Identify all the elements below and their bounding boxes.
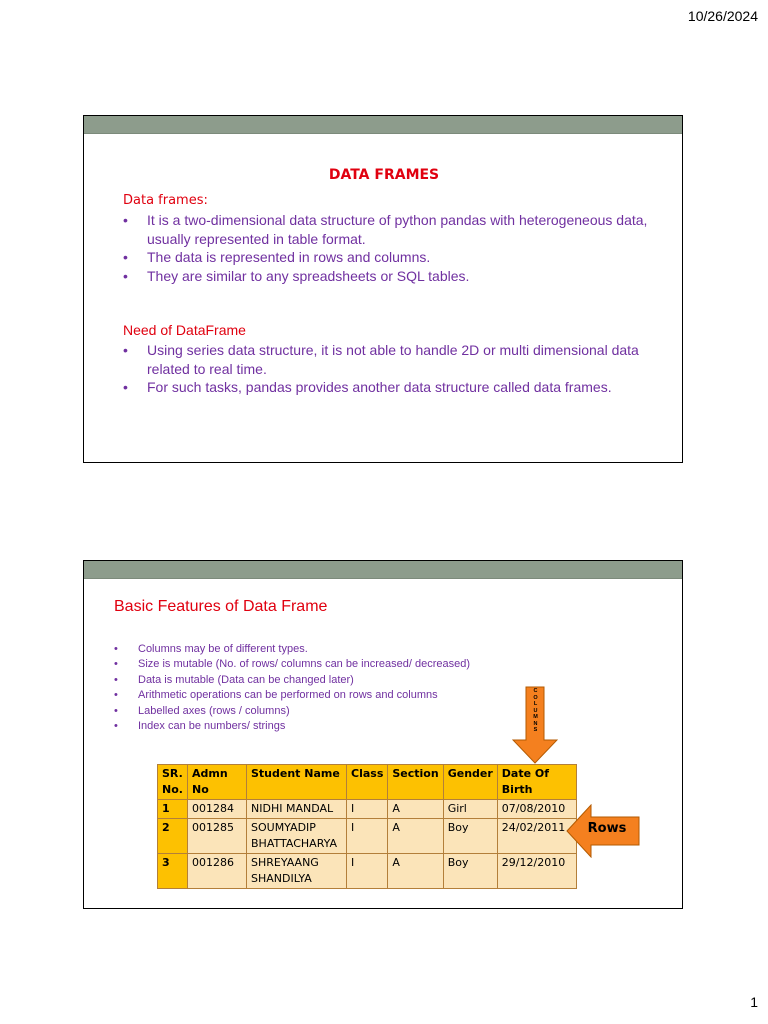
table-row bbox=[158, 819, 577, 854]
table-header-row bbox=[158, 765, 577, 800]
need-bullet-list bbox=[123, 341, 663, 397]
section-heading-data-frames: Data frames: bbox=[123, 193, 208, 208]
table-cell: 001284 bbox=[188, 800, 247, 819]
bullet-item: • It is a two-dimensional data structure of python pandas with heterogeneous data, usually represented in table format. bbox=[123, 212, 648, 247]
bullet-icon: • bbox=[114, 658, 118, 671]
slide-title: Basic Features of Data Frame bbox=[114, 598, 328, 615]
bullet-icon: • bbox=[114, 720, 118, 733]
bullet-icon: • bbox=[114, 704, 118, 717]
table-cell: NIDHI MANDAL bbox=[247, 800, 347, 819]
column-header: Student Name bbox=[247, 765, 347, 800]
bullet-icon: • bbox=[123, 267, 128, 284]
student-data-table bbox=[157, 764, 577, 889]
slide-title-bar bbox=[84, 561, 682, 579]
columns-arrow-label: COLUMNS bbox=[533, 688, 538, 733]
slide-title-bar bbox=[84, 116, 682, 134]
bullet-item: • For such tasks, pandas provides another data structure called data frames. bbox=[123, 379, 612, 395]
table-row bbox=[158, 800, 577, 819]
bullet-icon: • bbox=[114, 689, 118, 702]
bullet-item: • The data is represented in rows and columns. bbox=[123, 249, 431, 265]
features-bullet-list bbox=[114, 642, 470, 734]
column-header: Class bbox=[347, 765, 388, 800]
bullet-icon: • bbox=[123, 212, 128, 228]
bullet-icon: • bbox=[123, 379, 128, 395]
table-cell: 3 bbox=[158, 854, 188, 889]
bullet-item: • Index can be numbers/ strings bbox=[114, 719, 470, 734]
data-frames-bullet-list bbox=[123, 211, 663, 285]
bullet-icon: • bbox=[123, 342, 128, 358]
slide-title: DATA FRAMES bbox=[328, 167, 440, 183]
table-cell: I bbox=[347, 800, 388, 819]
bullet-item: • Using series data structure, it is not able to handle 2D or multi dimensional data related to real time. bbox=[123, 342, 639, 377]
page-number: 1 bbox=[750, 994, 758, 1010]
bullet-item: • Labelled axes (rows / columns) bbox=[114, 704, 470, 719]
table-cell: A bbox=[388, 854, 443, 889]
table-cell: A bbox=[388, 819, 443, 854]
table-cell: 29/12/2010 bbox=[497, 854, 576, 889]
column-header: SR. No. bbox=[158, 765, 188, 800]
table-cell: 2 bbox=[158, 819, 188, 854]
column-header: Gender bbox=[443, 765, 497, 800]
table-cell: 1 bbox=[158, 800, 188, 819]
table-cell: SOUMYADIP BHATTACHARYA bbox=[247, 819, 347, 854]
table-cell: 24/02/2011 bbox=[497, 819, 576, 854]
bullet-icon: • bbox=[114, 643, 118, 655]
table-cell: Girl bbox=[443, 800, 497, 819]
table-cell: 001286 bbox=[188, 854, 247, 889]
column-header: Section bbox=[388, 765, 443, 800]
document-date: 10/26/2024 bbox=[687, 8, 758, 24]
table-cell: 07/08/2010 bbox=[497, 800, 576, 819]
table-cell: SHREYAANG SHANDILYA bbox=[247, 854, 347, 889]
rows-arrow-label: Rows bbox=[587, 821, 627, 836]
table-cell: 001285 bbox=[188, 819, 247, 854]
table-cell: Boy bbox=[443, 819, 497, 854]
table-cell: A bbox=[388, 800, 443, 819]
table-row bbox=[158, 854, 577, 889]
slide-data-frames bbox=[83, 115, 683, 463]
bullet-item: • Arithmetic operations can be performed on rows and columns bbox=[114, 688, 470, 703]
table-cell: I bbox=[347, 854, 388, 889]
bullet-item: • Size is mutable (No. of rows/ columns can be increased/ decreased) bbox=[114, 657, 470, 672]
bullet-icon: • bbox=[114, 673, 118, 686]
bullet-item: • Data is mutable (Data can be changed later) bbox=[114, 673, 470, 688]
table-cell: I bbox=[347, 819, 388, 854]
column-header: Admn No bbox=[188, 765, 247, 800]
table-cell: Boy bbox=[443, 854, 497, 889]
bullet-item: • They are similar to any spreadsheets or SQL tables. bbox=[123, 267, 470, 284]
bullet-icon: • bbox=[123, 249, 128, 265]
bullet-item: • Columns may be of different types. bbox=[114, 642, 470, 657]
section-heading-need-of-dataframe: Need of DataFrame bbox=[123, 322, 246, 338]
column-header: Date Of Birth bbox=[497, 765, 576, 800]
